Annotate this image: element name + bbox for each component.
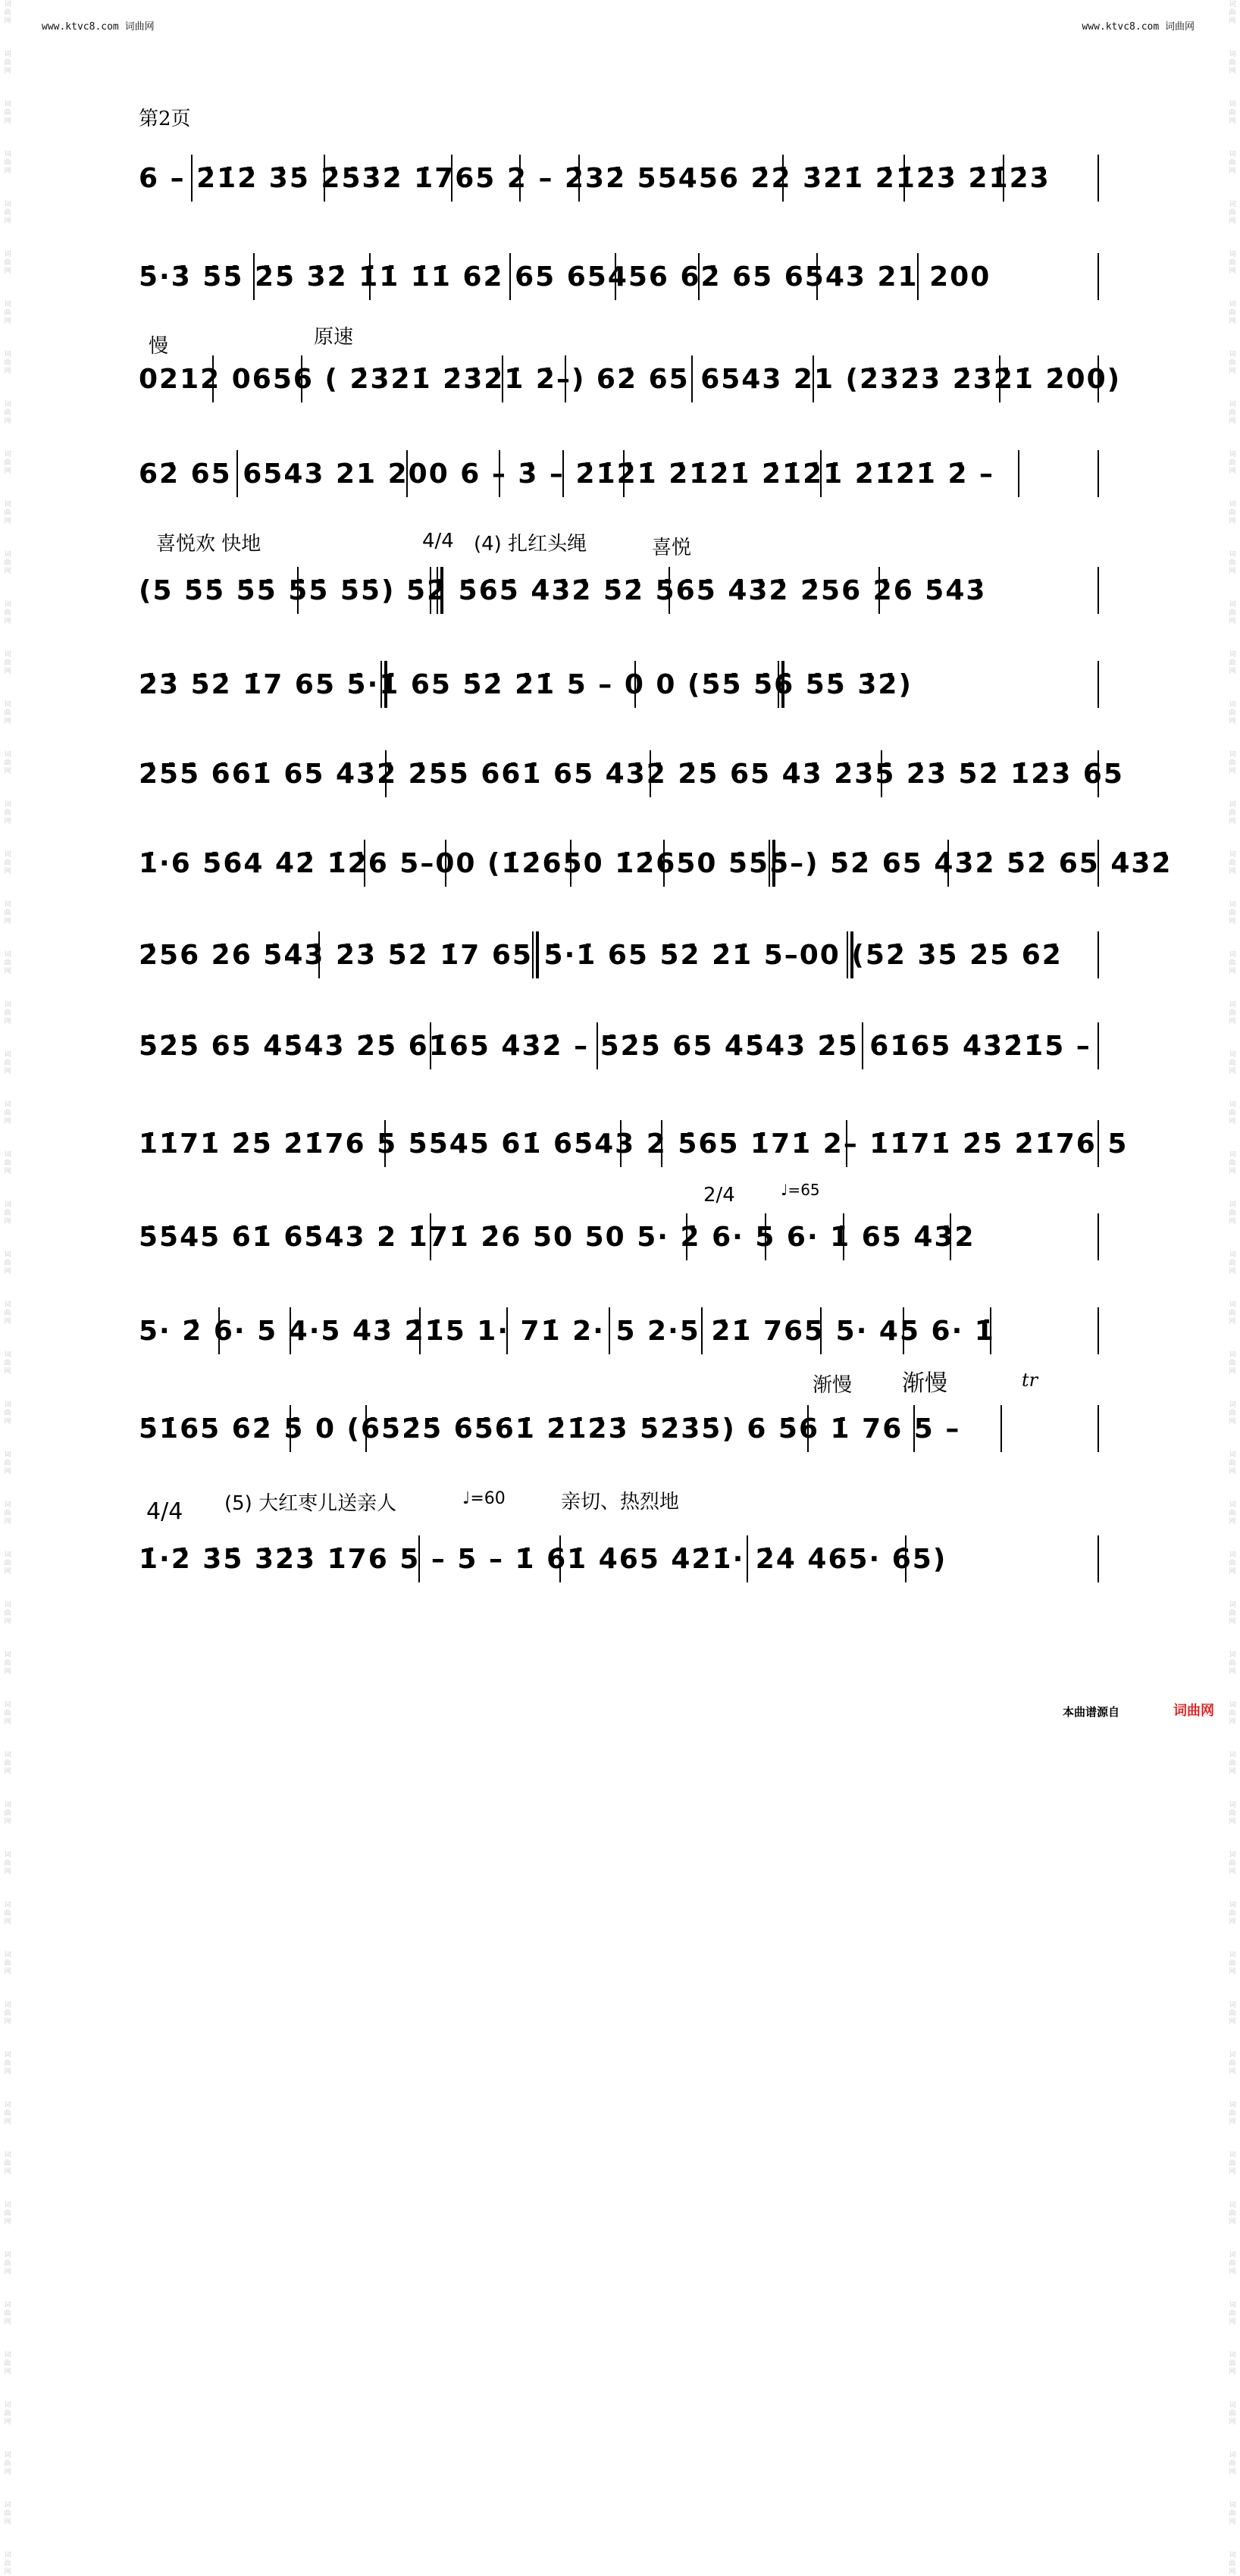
watermark-mark: 词曲网: [4, 400, 11, 424]
left-watermark-strip: [2, 0, 14, 2575]
watermark-mark: 词曲网: [1229, 1951, 1236, 1975]
watermark-mark: 词曲网: [4, 2451, 11, 2475]
watermark-mark: 词曲网: [4, 1100, 11, 1125]
watermark-mark: 词曲网: [4, 1501, 11, 1525]
watermark-mark: 词曲网: [4, 1150, 11, 1175]
watermark-mark: 词曲网: [1229, 2251, 1236, 2275]
watermark-mark: 词曲网: [1229, 1751, 1236, 1775]
watermark-mark: 词曲网: [4, 550, 11, 574]
watermark-mark: 词曲网: [1229, 100, 1236, 124]
watermark-mark: 词曲网: [4, 1401, 11, 1425]
notation-row-14: [139, 1408, 1098, 1451]
watermark-mark: 词曲网: [1229, 850, 1236, 875]
notation-row-text: 62̇ 65 6543 21 200 6 – 3̇ – 2̇1̇2̇1̇ 2̇1̇2̇1̇ 2̇1̇2̇1̇ 2̇1̇2̇1̇ 2̇ –: [139, 459, 995, 490]
watermark-mark: 词曲网: [4, 700, 11, 725]
notation-row-8: [139, 843, 1173, 885]
ritardando-mark-1: 渐慢: [813, 1374, 853, 1397]
watermark-mark: 词曲网: [4, 1651, 11, 1675]
watermark-mark: 词曲网: [4, 800, 11, 825]
watermark-mark: 词曲网: [4, 950, 11, 975]
watermark-mark: 词曲网: [1229, 2101, 1236, 2125]
notation-row-1: [139, 158, 1098, 200]
header-site-right[interactable]: www.ktvc8.com 词曲网: [1082, 21, 1195, 33]
watermark-mark: 词曲网: [4, 1551, 11, 1575]
barlines: [139, 1402, 1098, 1457]
watermark-mark: 词曲网: [1229, 1851, 1236, 1875]
watermark-mark: 词曲网: [1229, 950, 1236, 975]
watermark-mark: 词曲网: [1229, 1701, 1236, 1725]
time-signature-4-4: 4/4: [146, 1498, 183, 1525]
notation-row-text: 5̇5̇45 6̇1̇ 6̇5̇43 2 1̇71̇ 2̇6 50 50 5· 2̇ 6· 5 6· 1̇ 65 4̇3̇2: [139, 1222, 975, 1253]
watermark-mark: 词曲网: [1229, 2401, 1236, 2425]
watermark-mark: 词曲网: [1229, 2301, 1236, 2325]
notation-row-text: 5̇·3̇ 5̇5̇ 2̇5̇ 3̇2̇ 1̇1̇ 1̇1̇ 62̇ 65 65456 62̇ 65 6543 21 200: [139, 261, 991, 293]
expression-warm: 亲切、热烈地: [561, 1491, 680, 1513]
notation-row-text: 2̇56 2̇6̇ 5̇4̇3̇ 2̇3̇ 5̇2̇ 1̇7 65 5̇·1̇ 65 5̇2̇ 2̇1̇ 5–00 (5̇2̇ 3̇5̇ 2̇5̇ 6̇2̇: [139, 940, 1063, 971]
watermark-mark: 词曲网: [4, 2501, 11, 2525]
watermark-mark: 词曲网: [4, 200, 11, 224]
section-title-4: (4) 扎红头绳: [474, 533, 587, 556]
watermark-mark: 词曲网: [4, 2551, 11, 2575]
watermark-mark: 词曲网: [4, 1200, 11, 1225]
watermark-mark: 词曲网: [4, 2401, 11, 2425]
watermark-mark: 词曲网: [1229, 1451, 1236, 1475]
watermark-mark: 词曲网: [4, 1901, 11, 1925]
watermark-mark: 词曲网: [4, 2051, 11, 2075]
watermark-mark: 词曲网: [1229, 550, 1236, 574]
watermark-mark: 词曲网: [1229, 2151, 1236, 2175]
trill-mark: tr: [1022, 1369, 1038, 1391]
tempo-65: ♩=65: [781, 1181, 820, 1199]
notation-row-text: (5 5̇5̇ 5̇5̇ 5̇5̇ 5̇5̇) 5̇2̇ 5̇6̇5̇ 4̇3̇2̇ 5̇2̇ 5̇6̇5̇ 4̇3̇2̇ 2̇56 2̇6̇ 5̇4̇3̇: [139, 575, 987, 606]
watermark-mark: 词曲网: [4, 1050, 11, 1075]
watermark-mark: 词曲网: [4, 0, 11, 24]
notation-row-5: [139, 570, 1098, 612]
watermark-mark: 词曲网: [4, 2351, 11, 2375]
watermark-mark: 词曲网: [1229, 900, 1236, 925]
watermark-mark: 词曲网: [1229, 50, 1236, 74]
barlines: [139, 1210, 1098, 1265]
right-watermark-strip: [1226, 0, 1238, 2575]
footer-source-label: 本曲谱源自: [1063, 1706, 1120, 1719]
watermark-mark: 词曲网: [1229, 1100, 1236, 1125]
barlines: [139, 352, 1122, 407]
notation-row-13: [139, 1310, 1098, 1353]
watermark-mark: 词曲网: [1229, 1301, 1236, 1325]
watermark-mark: 词曲网: [1229, 1200, 1236, 1225]
watermark-mark: 词曲网: [4, 2101, 11, 2125]
watermark-mark: 词曲网: [4, 50, 11, 74]
watermark-mark: 词曲网: [4, 2301, 11, 2325]
watermark-mark: 词曲网: [4, 750, 11, 775]
notation-row-text: 1̇·2̇ 3̇5̇ 3̇2̇3̇ 1̇76 5 – 5 – 1̇ 6̇1̇ 4̇65 4̇2̇1̇· 2̇4̇ 4̇65· 6̇5): [139, 1544, 947, 1575]
notation-row-3: [139, 358, 1122, 401]
watermark-mark: 词曲网: [4, 350, 11, 374]
watermark-mark: 词曲网: [1229, 0, 1236, 24]
section-title-5: (5) 大红枣儿送亲人: [224, 1492, 397, 1515]
watermark-mark: 词曲网: [1229, 750, 1236, 775]
watermark-mark: 词曲网: [4, 300, 11, 324]
notation-row-text: 5· 2̇ 6· 5 4·5 4̇3̇ 2̇1̇5 1· 71̇ 2· 5 2·5 2̇1̇ 765 5· 45 6· 1̇: [139, 1316, 995, 1347]
watermark-mark: 词曲网: [1229, 500, 1236, 524]
notation-row-9: [139, 934, 1098, 977]
barlines: [139, 152, 1098, 206]
watermark-mark: 词曲网: [1229, 2201, 1236, 2225]
notation-row-2: [139, 256, 1098, 299]
watermark-mark: 词曲网: [1229, 1050, 1236, 1075]
tempo-mark-original: 原速: [314, 326, 354, 349]
notation-row-12: [139, 1216, 1098, 1259]
barlines: [139, 447, 1098, 502]
watermark-mark: 词曲网: [1229, 1801, 1236, 1825]
watermark-mark: 词曲网: [4, 250, 11, 274]
watermark-mark: 词曲网: [1229, 250, 1236, 274]
watermark-mark: 词曲网: [4, 1000, 11, 1025]
notation-row-text: 0212 0656 ( 2̇3̇2̇1̇ 2̇3̇2̇1̇ 2̇–) 62̇ 65 6543 21 (2̇3̇2̇3̇ 2̇3̇2̇1̇ 2̇00): [139, 364, 1122, 395]
notation-row-text: 5̇2̇5̇ 65 4̇5̇4̇3̇ 2̇5̇ 6̇1̇65 4̇3̇2̇ – 5̇2̇5̇ 65 4̇5̇4̇3̇ 2̇5̇ 6̇1̇65 4̇3̇2̇1̇5 –: [139, 1031, 1091, 1062]
watermark-mark: 词曲网: [4, 2151, 11, 2175]
watermark-mark: 词曲网: [4, 150, 11, 174]
notation-row-6: [139, 664, 1098, 706]
watermark-mark: 词曲网: [1229, 700, 1236, 725]
watermark-mark: 词曲网: [4, 2201, 11, 2225]
header-site-left[interactable]: www.ktvc8.com 词曲网: [42, 21, 155, 33]
notation-row-text: 1̇1̇71̇ 2̇5̇ 2̇1̇76 5 5̇5̇45 6̇1̇ 6̇5̇43 2 5̇65 1̇71̇ 2– 1̇1̇71̇ 2̇5̇ 2̇1̇76 5: [139, 1128, 1129, 1160]
watermark-mark: 词曲网: [1229, 1901, 1236, 1925]
watermark-mark: 词曲网: [1229, 1651, 1236, 1675]
watermark-mark: 词曲网: [1229, 2501, 1236, 2525]
barlines: [139, 658, 1098, 712]
notation-row-text: 1̇·6 5̇6̇4 4̇2̇ 1̇2̇6 5–00 (1̇2̇650 1̇2̇650 5̇5̇5̇–) 5̇2̇ 65 4̇3̇2̇ 5̇2̇ 65 4̇3̇2̇: [139, 848, 1173, 879]
watermark-mark: 词曲网: [1229, 2001, 1236, 2025]
watermark-mark: 词曲网: [4, 1851, 11, 1875]
watermark-mark: 词曲网: [4, 850, 11, 875]
watermark-mark: 词曲网: [1229, 450, 1236, 474]
watermark-mark: 词曲网: [4, 1301, 11, 1325]
notation-row-10: [139, 1025, 1098, 1068]
watermark-mark: 词曲网: [1229, 150, 1236, 174]
watermark-mark: 词曲网: [4, 1601, 11, 1625]
watermark-mark: 词曲网: [1229, 800, 1236, 825]
watermark-mark: 词曲网: [1229, 600, 1236, 624]
watermark-mark: 词曲网: [1229, 350, 1236, 374]
watermark-mark: 词曲网: [4, 2001, 11, 2025]
barlines: [139, 837, 1173, 891]
watermark-mark: 词曲网: [4, 1351, 11, 1375]
watermark-mark: 词曲网: [1229, 400, 1236, 424]
time-signature-2-4: 2/4: [703, 1184, 735, 1207]
watermark-mark: 词曲网: [1229, 200, 1236, 224]
watermark-mark: 词曲网: [1229, 1351, 1236, 1375]
page-label: 第2页: [139, 108, 191, 130]
tempo-60: ♩=60: [462, 1489, 506, 1508]
notation-row-11: [139, 1123, 1129, 1166]
watermark-mark: 词曲网: [4, 650, 11, 675]
tempo-mark-slow: 慢: [149, 335, 169, 358]
watermark-mark: 词曲网: [4, 1451, 11, 1475]
watermark-mark: 词曲网: [1229, 1000, 1236, 1025]
mood-mark: 喜悦: [652, 537, 692, 559]
watermark-mark: 词曲网: [1229, 1601, 1236, 1625]
barlines: [139, 1117, 1129, 1172]
notation-row-text: 2̇5̇5̇ 6̇6̇1̇ 65 4̇3̇2̇ 2̇5̇5̇ 6̇6̇1̇ 65 4̇3̇2̇ 2̇5̇ 65 4̇3̇ 2̇3̇5̇ 2̇3̇ 5̇2̇ 1̇2̇3̇ 65: [139, 759, 1124, 790]
watermark-mark: 词曲网: [1229, 1150, 1236, 1175]
watermark-mark: 词曲网: [4, 1951, 11, 1975]
notation-row-text: 2̇3̇ 5̇2̇ 1̇7 65 5̇·1̇ 65 5̇2̇ 2̇1̇ 5 – 0 0 (5̇5̇ 5̇6̇ 5̇5̇ 3̇2̇): [139, 669, 913, 700]
watermark-mark: 词曲网: [4, 1701, 11, 1725]
notation-row-4: [139, 453, 1098, 496]
notation-row-text: 5̇1̇65 6̇2̇ 5̇ 0 (6̇5̇2̇5̇ 6̇5̇6̇1̇ 2̇1̇2̇3̇ 5̇2̇3̇5̇) 6 5̇6 1̇ 76 5 –: [139, 1413, 961, 1445]
barlines: [139, 250, 1098, 305]
watermark-mark: 词曲网: [4, 500, 11, 524]
time-signature: 4/4: [422, 530, 454, 552]
barlines: [139, 1304, 1098, 1359]
notation-row-7: [139, 753, 1124, 796]
watermark-mark: 词曲网: [1229, 1250, 1236, 1275]
ritardando-mark-2: 渐慢: [902, 1370, 947, 1397]
watermark-mark: 词曲网: [1229, 2451, 1236, 2475]
expression-joyful: 喜悦欢 快地: [156, 533, 261, 556]
watermark-mark: 词曲网: [1229, 650, 1236, 675]
watermark-mark: 词曲网: [4, 1801, 11, 1825]
barlines: [139, 1019, 1098, 1074]
watermark-mark: 词曲网: [1229, 2351, 1236, 2375]
watermark-mark: 词曲网: [1229, 1501, 1236, 1525]
watermark-mark: 词曲网: [4, 900, 11, 925]
watermark-mark: 词曲网: [4, 600, 11, 624]
watermark-mark: 词曲网: [4, 1250, 11, 1275]
notation-row-15: [139, 1538, 1098, 1581]
barlines: [139, 747, 1124, 802]
notation-row-text: 6 – 2̇1̇2̇ 3̇5̇ 2̇5̇3̇2̇ 1̇765 2 – 2̇32̇ 55456 2̇2̇ 3̇2̇1̇ 2̇1̇2̇3̇ 2̇1̇2̇3̇: [139, 163, 1051, 194]
footer-site-link[interactable]: 词曲网: [1173, 1703, 1214, 1718]
watermark-mark: 词曲网: [1229, 1551, 1236, 1575]
watermark-mark: 词曲网: [1229, 1401, 1236, 1425]
watermark-mark: 词曲网: [4, 450, 11, 474]
watermark-mark: 词曲网: [4, 100, 11, 124]
barlines: [139, 928, 1098, 983]
watermark-mark: 词曲网: [4, 2251, 11, 2275]
barlines: [139, 564, 1098, 618]
watermark-mark: 词曲网: [1229, 300, 1236, 324]
watermark-mark: 词曲网: [4, 1751, 11, 1775]
barlines: [139, 1532, 1098, 1587]
watermark-mark: 词曲网: [1229, 2051, 1236, 2075]
watermark-mark: 词曲网: [1229, 2551, 1236, 2575]
